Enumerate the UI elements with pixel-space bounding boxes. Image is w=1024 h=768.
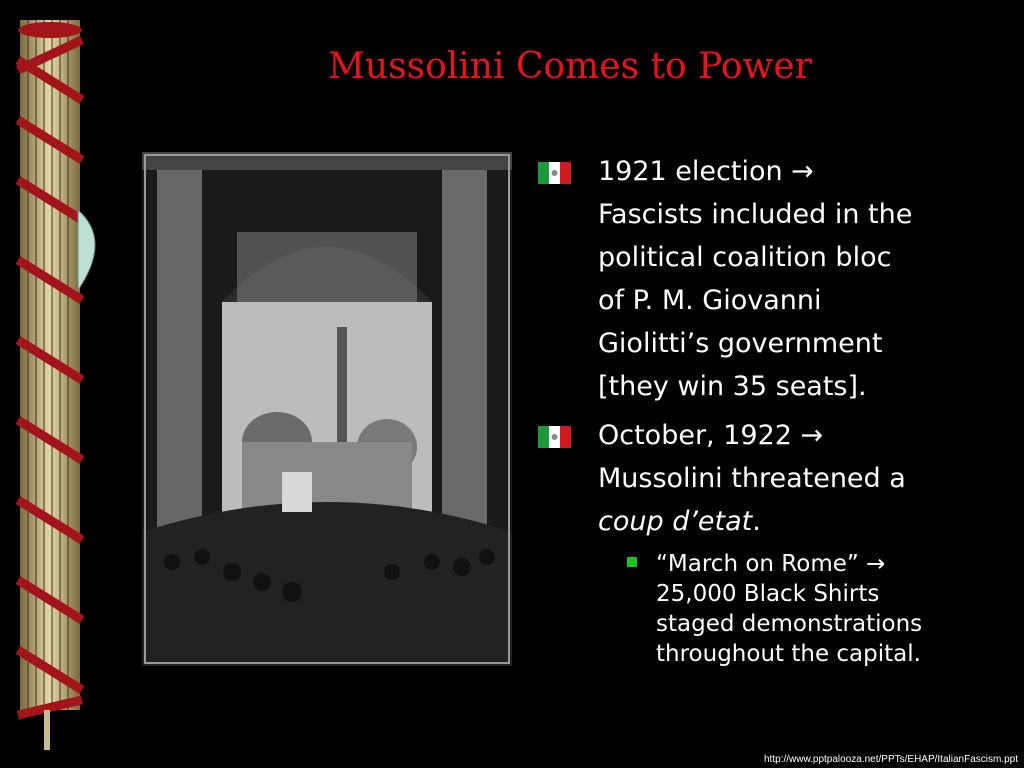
source-url: http://www.pptpalooza.net/PPTs/EHAP/ItalianFascism.ppt: [763, 754, 1018, 765]
sub-bullet-march-on-rome: [538, 549, 1008, 669]
bullet-text-line: October, 1922 →: [598, 420, 824, 451]
period-text: .: [752, 506, 761, 537]
fasces-decoration: [0, 0, 112, 768]
sub-bullet-text-line: “March on Rome” →: [656, 551, 886, 577]
green-square-icon: [627, 557, 637, 567]
march-on-rome-photo: [142, 152, 512, 666]
bullet-text-line: Mussolini threatened a: [598, 463, 906, 494]
slide-title: Mussolini Comes to Power: [328, 46, 812, 87]
bullet-text-line: Fascists included in the: [598, 199, 913, 230]
sub-bullet-text-line: 25,000 Black Shirts: [656, 581, 880, 607]
sub-bullet-text-line: staged demonstrations: [656, 611, 923, 637]
bullet-text-line: Giolitti’s government: [598, 328, 883, 359]
bullet-text-line: [they win 35 seats].: [598, 371, 867, 402]
bullet-text-line: [598, 500, 1008, 543]
bullet-text-line: political coalition bloc: [598, 242, 892, 273]
bullet-1921-election: [538, 150, 1008, 408]
coup-detat-text: coup d’etat: [598, 506, 753, 537]
bullet-text-line: of P. M. Giovanni: [598, 285, 822, 316]
sub-bullet-text-line: throughout the capital.: [656, 641, 921, 667]
bullet-list: [538, 150, 1008, 669]
italian-flag-icon: [538, 162, 571, 184]
italian-flag-icon: [538, 426, 571, 448]
bullet-october-1922: [538, 414, 1008, 543]
bullet-text-line: 1921 election →: [598, 156, 814, 187]
